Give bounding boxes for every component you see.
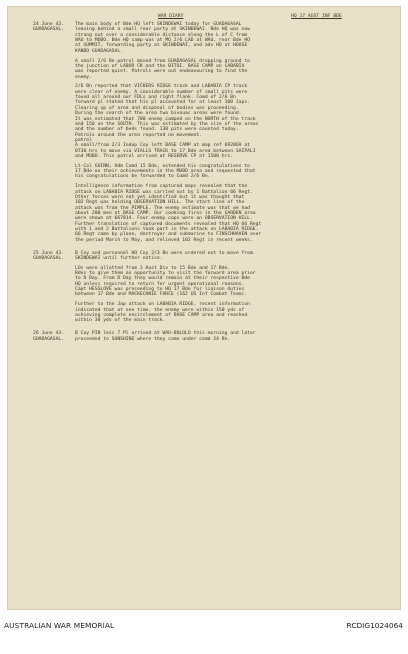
entry-date-place: 26 June 43. GUADAGASAL. <box>33 331 65 342</box>
diary-entry <box>33 22 393 248</box>
diary-entry <box>33 251 393 329</box>
entry-paragraph: Lt-Col GUINN, Adm Comd 15 Bde, extended his congratulations to 17 Bde on their achievements in the MUBO area and requested that his congratulations be forwarded to Comd 2/6 Bn. <box>75 163 256 180</box>
entry-date-place: 24 June 43. GUADAGASAL. <box>33 22 65 33</box>
entry-date-place: 25 June 43. GUADAGASAL. <box>33 250 65 261</box>
entry-paragraph: The main body of Bde HQ left SKINDEWAI today for GUADAGASAL leaving behind a small rear party at SKINDEWAI. Bde HQ was now strung out over a considerable distance along the L of C from WAU to MUBO. Bde HQ camp was at MQ 2/6 LAD at WAU, rear Bde HQ at GUMMIT, forwarding party at SKINDEWAI, and adv HQ at HOUSE KANDO GUADAGASAL. <box>75 22 250 54</box>
entry-paragraph: Intelligence information from captured maps revealed that the attack on LABABIA RIDGE was carried out by 1 Battalion 66 Regt. Other forces were not yet identified but it was thought that 102 Regt was holding OBSERVATION HILL. The start line of the attack was from the PIMPLE. The enemy estimate was that we had about 200 men at BASE CAMP. Our cooking fires in the GARDEN area were shown at 667814. Four enemy cops were on OBSERVATION HILL. Further translation of captured documents revealed that HQ 66 Regt with 1 and 2 Battalions took part in the attack on LABABIA RIDGE. 66 Regt came by plane, destroyer and submarine to FINSCHHAVEN over the period March to May, and relieved 102 Regt in recent weeks. <box>75 184 262 243</box>
archive-credit: AUSTRALIAN WAR MEMORIAL <box>4 621 115 630</box>
record-id: RCDIG1024064 <box>346 621 403 630</box>
diary-sheet <box>7 6 401 610</box>
entry-paragraph: 2/6 Bn reported that VICKERS RIDGE track and LABABIA CP track were clear of enemy. A considerable number of small pits were found all around our FDLs and right flank. Comd of 2/6 Bn forward pl stated that his pl accounted for at least 100 Japs. Clearing up of area and disposal of bodies was proceeding. During the search of the area two bivouac areas were found. It was estimated that 700 enemy camped on the NORTH of the track and 150 on the SOUTH. This was estimated by the size of the areas and the number of beds found. 130 pits were counted today. Patrols around the area reported no movement. patrol A small/from 2/3 Indep Coy left BASE CAMP at map ref 692869 at 0730 hrs to move via VIALLS TRACK to 17 Bde area between SAIPALI and MUBO. This patrol arrived at RESERVE CP at 1500 hrs. <box>75 84 259 159</box>
entry-paragraph: Further to the Jap attack on LABABIA RIDGE, recent information indicated that at one time, the enemy were within 150 yds of achieving complete encirclement of BASE CAMP area and reached within 30 yds of the main track. <box>75 302 250 324</box>
entry-paragraph: B Coy and personnel HQ Coy 2/3 Bn were ordered not to move from SKINDEWAI until further notice. <box>75 250 253 261</box>
diary-entry <box>33 331 393 346</box>
entry-paragraph: A small 2/6 Bn patrol moved from GUADAGASAL dropping ground to the junction of LABOR CK and the BITOI. BASE CAMP on LABABIA was reported quiet. Patrols were out endeavouring to find the enemy. <box>75 58 250 80</box>
unit-name: HQ 17 AUST INF BDE <box>291 14 342 19</box>
entry-paragraph: LOs were allotted from 3 Aust Div to 15 Bde and 17 Bde. Bdes to give them an opportunity to visit the forward area prior to D Day. From D Day they would remain at their respective Bde HQ unless required to return for urgent operational reasons. Capt HESSLOVE was proceeding to HQ 17 Bde for liaison duties between 17 Bde and MACKECHNIE FORCE (162 US Inf Combat Team). <box>75 265 256 298</box>
diary-title: WAR DIARY <box>158 14 184 19</box>
entry-body <box>75 331 393 346</box>
page-header <box>33 12 393 22</box>
entry-body <box>75 22 393 248</box>
diary-page <box>33 12 393 346</box>
archive-footer <box>0 617 408 654</box>
entry-paragraph: B Coy PIB less 7 Pl arrived at WAU-BULOLO this morning and later proceeded to SUNSHINE where they came under comd 24 Bn. <box>75 331 256 342</box>
entry-body <box>75 251 393 329</box>
